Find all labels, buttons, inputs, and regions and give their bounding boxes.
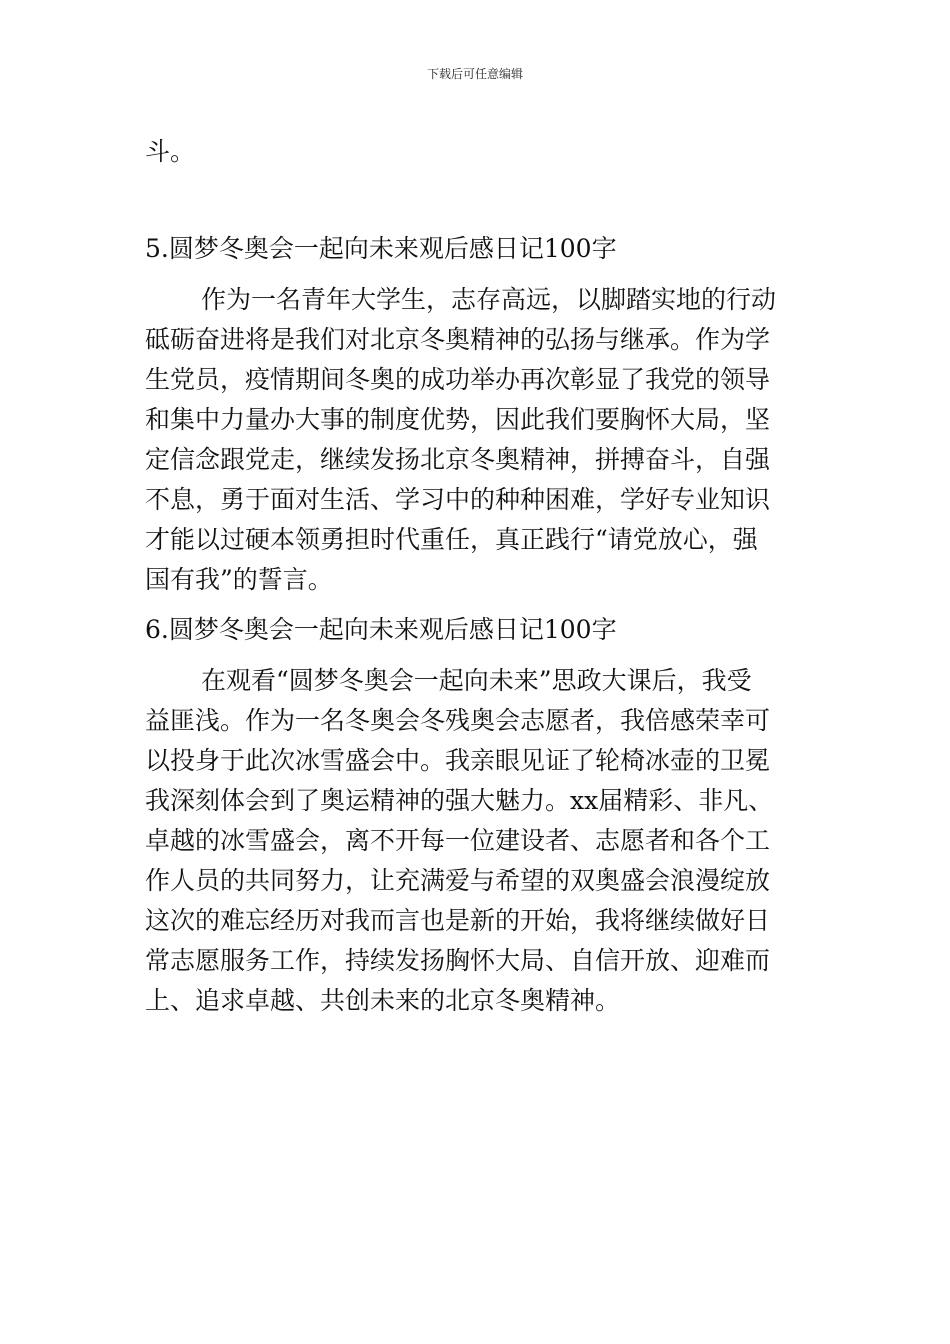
section-6: [145, 610, 807, 1021]
intro-line: 斗。: [145, 137, 196, 166]
paragraph-line: 国有我”的誓言。: [145, 565, 333, 594]
paragraph-line: 在观看“圆梦冬奥会一起向未来”思政大课后，我受: [201, 666, 752, 695]
paragraph-line: 不息，勇于面对生活、学习中的种种困难，学好专业知识: [145, 485, 771, 514]
paragraph-line: 和集中力量办大事的制度优势，因此我们要胸怀大局，坚: [145, 405, 771, 434]
paragraph-line: 作为一名青年大学生，志存高远，以脚踏实地的行动: [201, 285, 777, 314]
spacer: [145, 650, 807, 661]
section-heading: 5.圆梦冬奥会一起向未来观后感日记100字: [145, 234, 617, 263]
paragraph-line: 生党员，疫情期间冬奥的成功举办再次彰显了我党的领导: [145, 365, 771, 394]
paragraph-line: 卓越的冰雪盛会，离不开每一位建设者、志愿者和各个工: [145, 826, 771, 855]
section-heading: 6.圆梦冬奥会一起向未来观后感日记100字: [145, 615, 617, 644]
spacer: [145, 269, 807, 280]
spacer: [145, 600, 807, 610]
page-header-note: 下载后可任意编辑: [426, 67, 523, 81]
paragraph-line: 这次的难忘经历对我而言也是新的开始，我将继续做好日: [145, 906, 771, 935]
document-body: [145, 132, 807, 1021]
paragraph-line: 上、追求卓越、共创未来的北京冬奥精神。: [145, 986, 621, 1015]
paragraph-line: 作人员的共同努力，让充满爱与希望的双奥盛会浪漫绽放: [145, 866, 771, 895]
section-5: [145, 229, 807, 600]
paragraph-line: 定信念跟党走，继续发扬北京冬奥精神，拼搏奋斗，自强: [145, 445, 771, 474]
paragraph-line: 砥砺奋进将是我们对北京冬奥精神的弘扬与继承。作为学: [145, 325, 771, 354]
paragraph-line: 益匪浅。作为一名冬奥会冬残奥会志愿者，我倍感荣幸可: [145, 706, 771, 735]
paragraph-line: 以投身于此次冰雪盛会中。我亲眼见证了轮椅冰壶的卫冕: [145, 746, 771, 775]
paragraph-line: 我深刻体会到了奥运精神的强大魅力。xx届精彩、非凡、: [145, 786, 774, 815]
spacer: [145, 172, 807, 229]
paragraph-line: 常志愿服务工作，持续发扬胸怀大局、自信开放、迎难而: [145, 946, 771, 975]
paragraph-line: 才能以过硬本领勇担时代重任，真正践行“请党放心，强: [145, 525, 758, 554]
